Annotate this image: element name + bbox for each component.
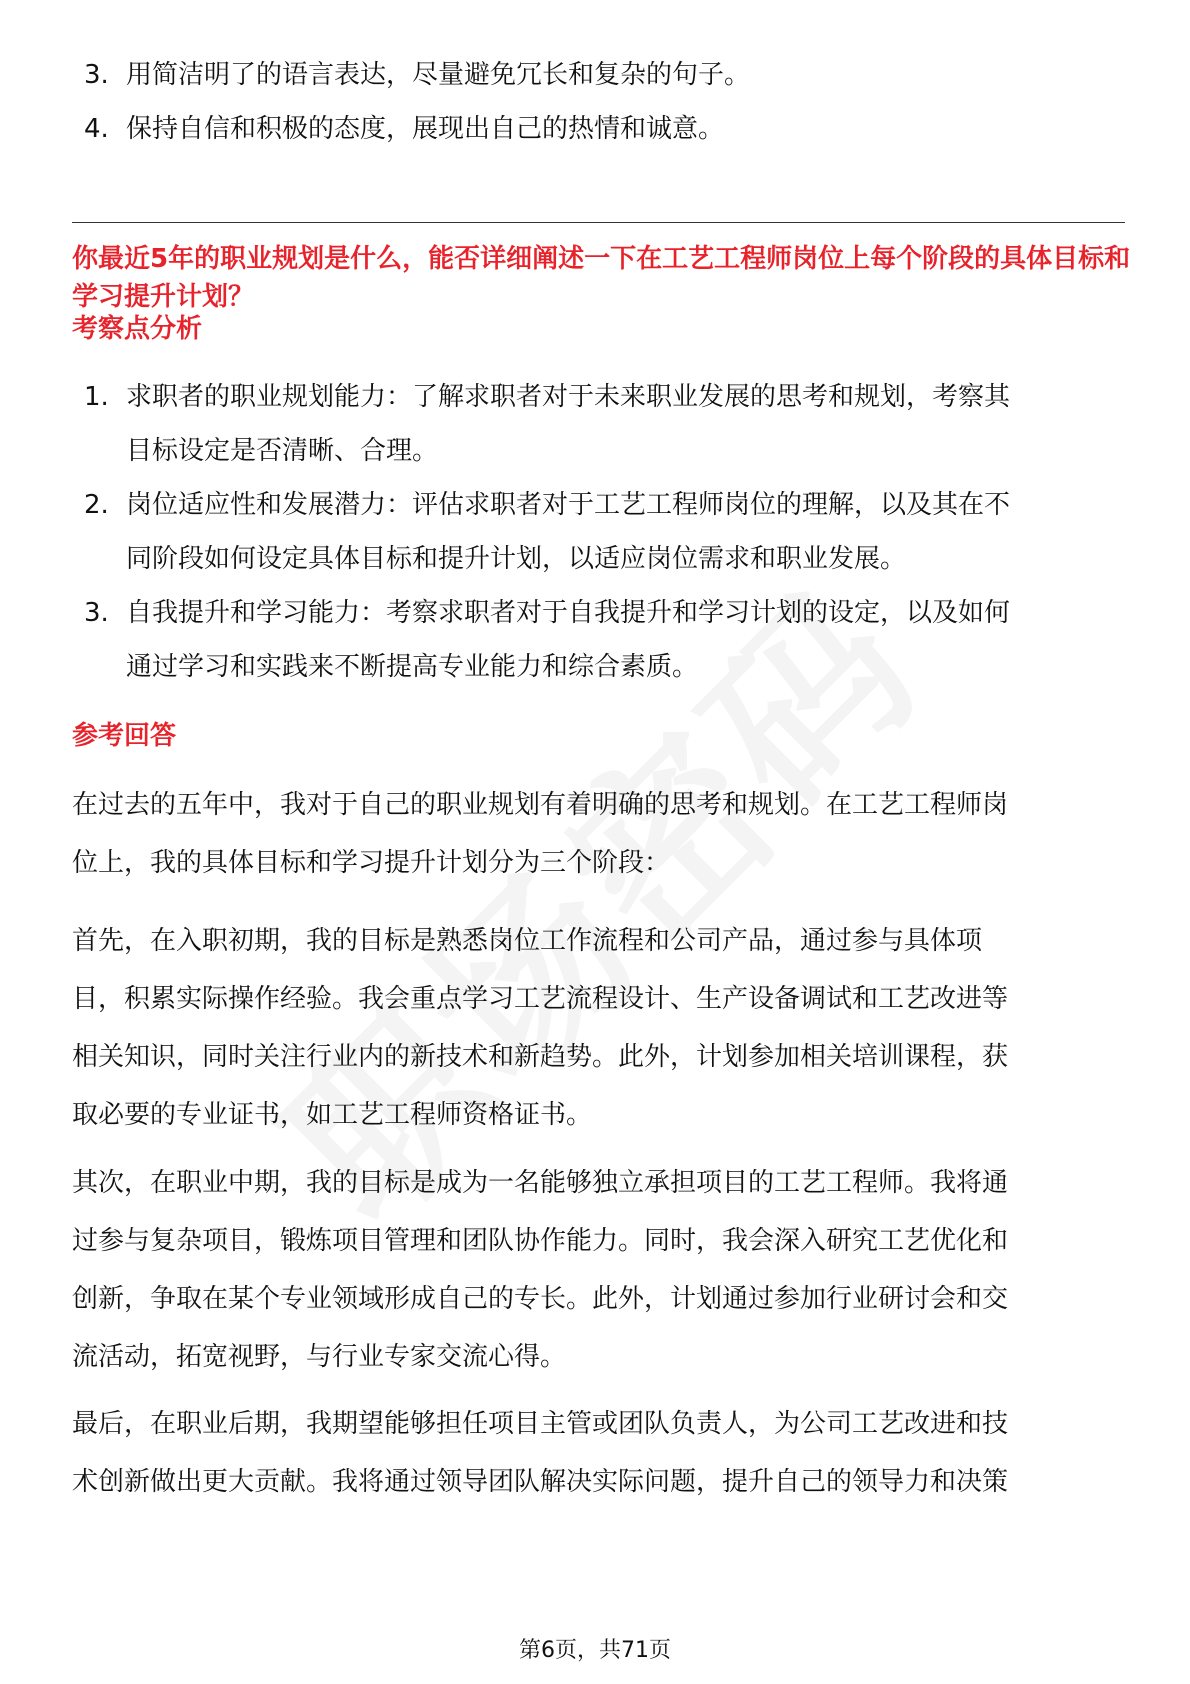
paragraph-line: 创新，争取在某个专业领域形成自己的专长。此外，计划通过参加行业研讨会和交	[72, 1284, 1009, 1314]
answer-paragraph	[72, 1395, 1125, 1511]
list-text-line: 自我提升和学习能力：考察求职者对于自我提升和学习计划的设定，以及如何	[126, 598, 1011, 628]
paragraph-line: 流活动，拓宽视野，与行业专家交流心得。	[72, 1342, 567, 1372]
list-text: 保持自信和积极的态度，展现出自己的热情和诚意。	[126, 114, 725, 144]
list-text: 用简洁明了的语言表达，尽量避免冗长和复杂的句子。	[126, 60, 751, 90]
list-number: 3.	[84, 60, 109, 90]
list-text-line: 岗位适应性和发展潜力：评估求职者对于工艺工程师岗位的理解，以及其在不	[126, 490, 1011, 520]
paragraph-line: 位上，我的具体目标和学习提升计划分为三个阶段：	[72, 848, 671, 878]
paragraph-line: 其次，在职业中期，我的目标是成为一名能够独立承担项目的工艺工程师。我将通	[72, 1168, 1009, 1198]
answer-title: 参考回答	[72, 721, 177, 751]
answer-paragraph	[72, 1154, 1125, 1386]
list-number: 1.	[84, 382, 109, 412]
paragraph-line: 过参与复杂项目，锻炼项目管理和团队协作能力。同时，我会深入研究工艺优化和	[72, 1226, 1009, 1256]
list-number: 3.	[84, 598, 109, 628]
list-text-line: 同阶段如何设定具体目标和提升计划，以适应岗位需求和职业发展。	[126, 544, 907, 574]
section-divider	[72, 222, 1125, 223]
list-number: 2.	[84, 490, 109, 520]
list-text-line: 通过学习和实践来不断提高专业能力和综合素质。	[126, 652, 699, 682]
paragraph-line: 相关知识，同时关注行业内的新技术和新趋势。此外，计划参加相关培训课程，获	[72, 1042, 1009, 1072]
list-text-line: 目标设定是否清晰、合理。	[126, 436, 439, 466]
analysis-title: 考察点分析	[72, 314, 203, 344]
answer-paragraph	[72, 912, 1125, 1144]
answer-paragraph	[72, 776, 1125, 892]
question-heading: 你最近5年的职业规划是什么，能否详细阐述一下在工艺工程师岗位上每个阶段的具体目标和学习提升计划？	[72, 244, 1131, 312]
paragraph-line: 术创新做出更大贡献。我将通过领导团队解决实际问题，提升自己的领导力和决策	[72, 1467, 1009, 1497]
paragraph-line: 取必要的专业证书，如工艺工程师资格证书。	[72, 1100, 593, 1130]
list-number: 4.	[84, 114, 109, 144]
page-number-footer: 第6页，共71页	[519, 1638, 671, 1663]
paragraph-line: 目，积累实际操作经验。我会重点学习工艺流程设计、生产设备调试和工艺改进等	[72, 984, 1009, 1014]
list-text-line: 求职者的职业规划能力：了解求职者对于未来职业发展的思考和规划，考察其	[126, 382, 1011, 412]
paragraph-line: 首先，在入职初期，我的目标是熟悉岗位工作流程和公司产品，通过参与具体项	[72, 926, 983, 956]
paragraph-line: 在过去的五年中，我对于自己的职业规划有着明确的思考和规划。在工艺工程师岗	[72, 790, 1009, 820]
paragraph-line: 最后，在职业后期，我期望能够担任项目主管或团队负责人，为公司工艺改进和技	[72, 1409, 1009, 1439]
